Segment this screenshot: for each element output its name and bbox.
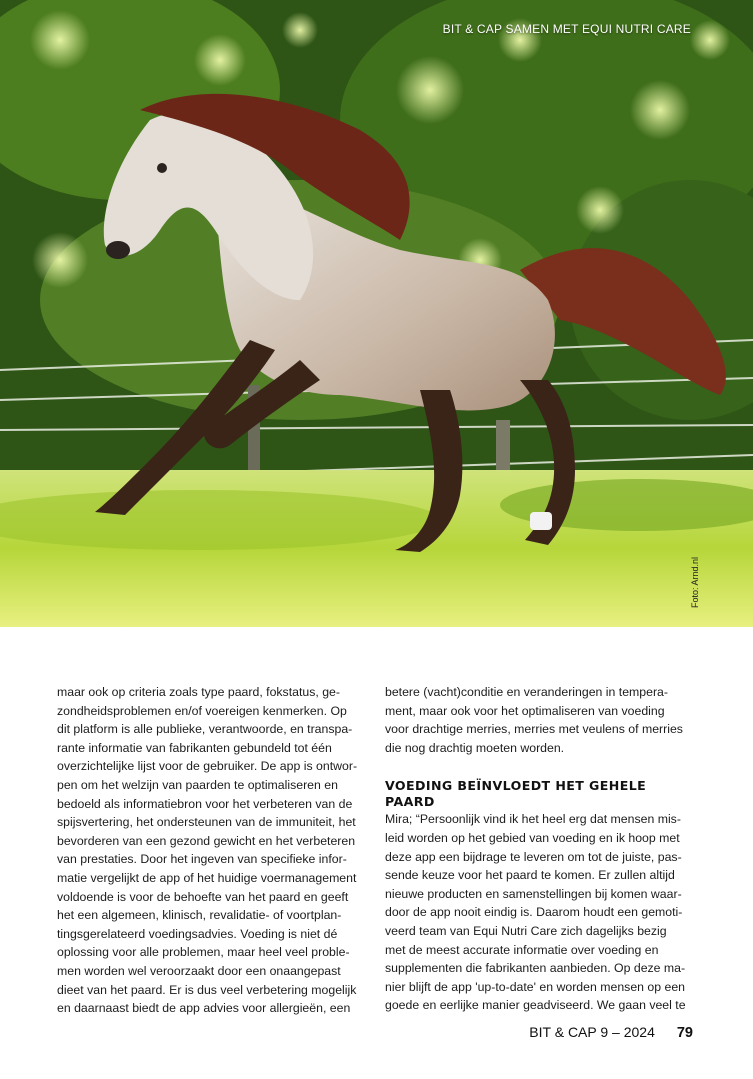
body-line: nier blijft de app 'up-to-date' en worden mensen op een <box>385 979 686 994</box>
body-line: tingsgerelateerd voedingsadvies. Voeding is niet dé <box>57 926 338 941</box>
page-footer <box>529 1024 693 1041</box>
body-line: nieuwe producten en samenstellingen bij komen waar- <box>385 886 682 901</box>
body-line: met de meest accurate informatie over voeding en <box>385 942 659 957</box>
body-line: pen om het welzijn van paarden te optimaliseren en <box>57 777 338 792</box>
body-line: spijsvertering, het ondersteunen van de immuniteit, het <box>57 815 356 830</box>
body-line: door de app nooit eindig is. Daarom houdt een gemoti- <box>385 905 683 920</box>
body-line: dit platform is alle publieke, verantwoorde, en transpa- <box>57 722 353 737</box>
body-line: matie vergelijkt de app of het huidige voermanagement <box>57 870 357 885</box>
page-number: 79 <box>676 1025 693 1041</box>
body-line: en daarnaast biedt de app advies voor allergieën, een <box>57 1001 351 1016</box>
body-line: men worden wel veroorzaakt door een onaangepast <box>57 963 341 978</box>
body-line: maar ook op criteria zoals type paard, fokstatus, ge- <box>57 685 340 699</box>
body-line: bedoeld als informatiebron voor het verbeteren van de <box>57 796 353 811</box>
body-line: zondheidsproblemen en/of voereigen kenmerken. Op <box>57 703 347 718</box>
right-column <box>385 683 695 1015</box>
body-line: sende keuze voor het paard te komen. Er zullen altijd <box>385 868 675 883</box>
body-line: goede en eerlijke manier geadviseerd. We gaan veel te <box>385 998 686 1013</box>
body-line: voldoende is voor de behoefte van het paard en geeft <box>57 889 349 904</box>
body-line: supplementen die fabrikanten aanbieden. Op deze ma- <box>385 961 686 976</box>
body-line: bevorderen van een gezond gewicht en het verbeteren <box>57 833 356 848</box>
body-line: betere (vacht)conditie en veranderingen in tempera- <box>385 685 668 699</box>
body-line: die nog drachtig moeten worden. <box>385 740 565 755</box>
body-line: van prestaties. Door het ingeven van specifieke infor- <box>57 852 347 867</box>
body-line: overzichtelijke lijst voor de gebruiker. De app is ontwor- <box>57 759 358 774</box>
body-line: Mira; “Persoonlijk vind ik het heel erg dat mensen mis- <box>385 812 681 827</box>
body-line: ment, maar ook voor het optimaliseren van voeding <box>385 703 665 718</box>
body-line: rante informatie van fabrikanten gebundeld tot één <box>57 740 332 755</box>
body-line: leid worden op het gebied van voeding en ik hoop met <box>385 830 680 845</box>
body-line: oplossing voor alle problemen, maar heel veel proble- <box>57 945 350 960</box>
body-line: deze app een bijdrage te leveren om tot de juiste, pas- <box>385 849 682 864</box>
photo-credit: Foto: Arnd.nl <box>690 556 700 608</box>
section-tag: BIT & CAP SAMEN MET EQUI NUTRI CARE <box>442 22 691 36</box>
body-line: het een algemeen, klinisch, revalidatie- of voortplan- <box>57 908 342 923</box>
section-heading: VOEDING BEÏNVLOEDT HET GEHELE PAARD <box>385 778 647 810</box>
magazine-issue: BIT & CAP 9 – 2024 <box>529 1024 655 1040</box>
body-line: veerd team van Equi Nutri Care zich dagelijks bezig <box>385 923 667 938</box>
left-column <box>57 683 367 1018</box>
body-line: voor drachtige merries, merries met veulens of merries <box>385 722 683 737</box>
body-line: dieet van het paard. Er is dus veel verbetering mogelijk <box>57 982 357 997</box>
